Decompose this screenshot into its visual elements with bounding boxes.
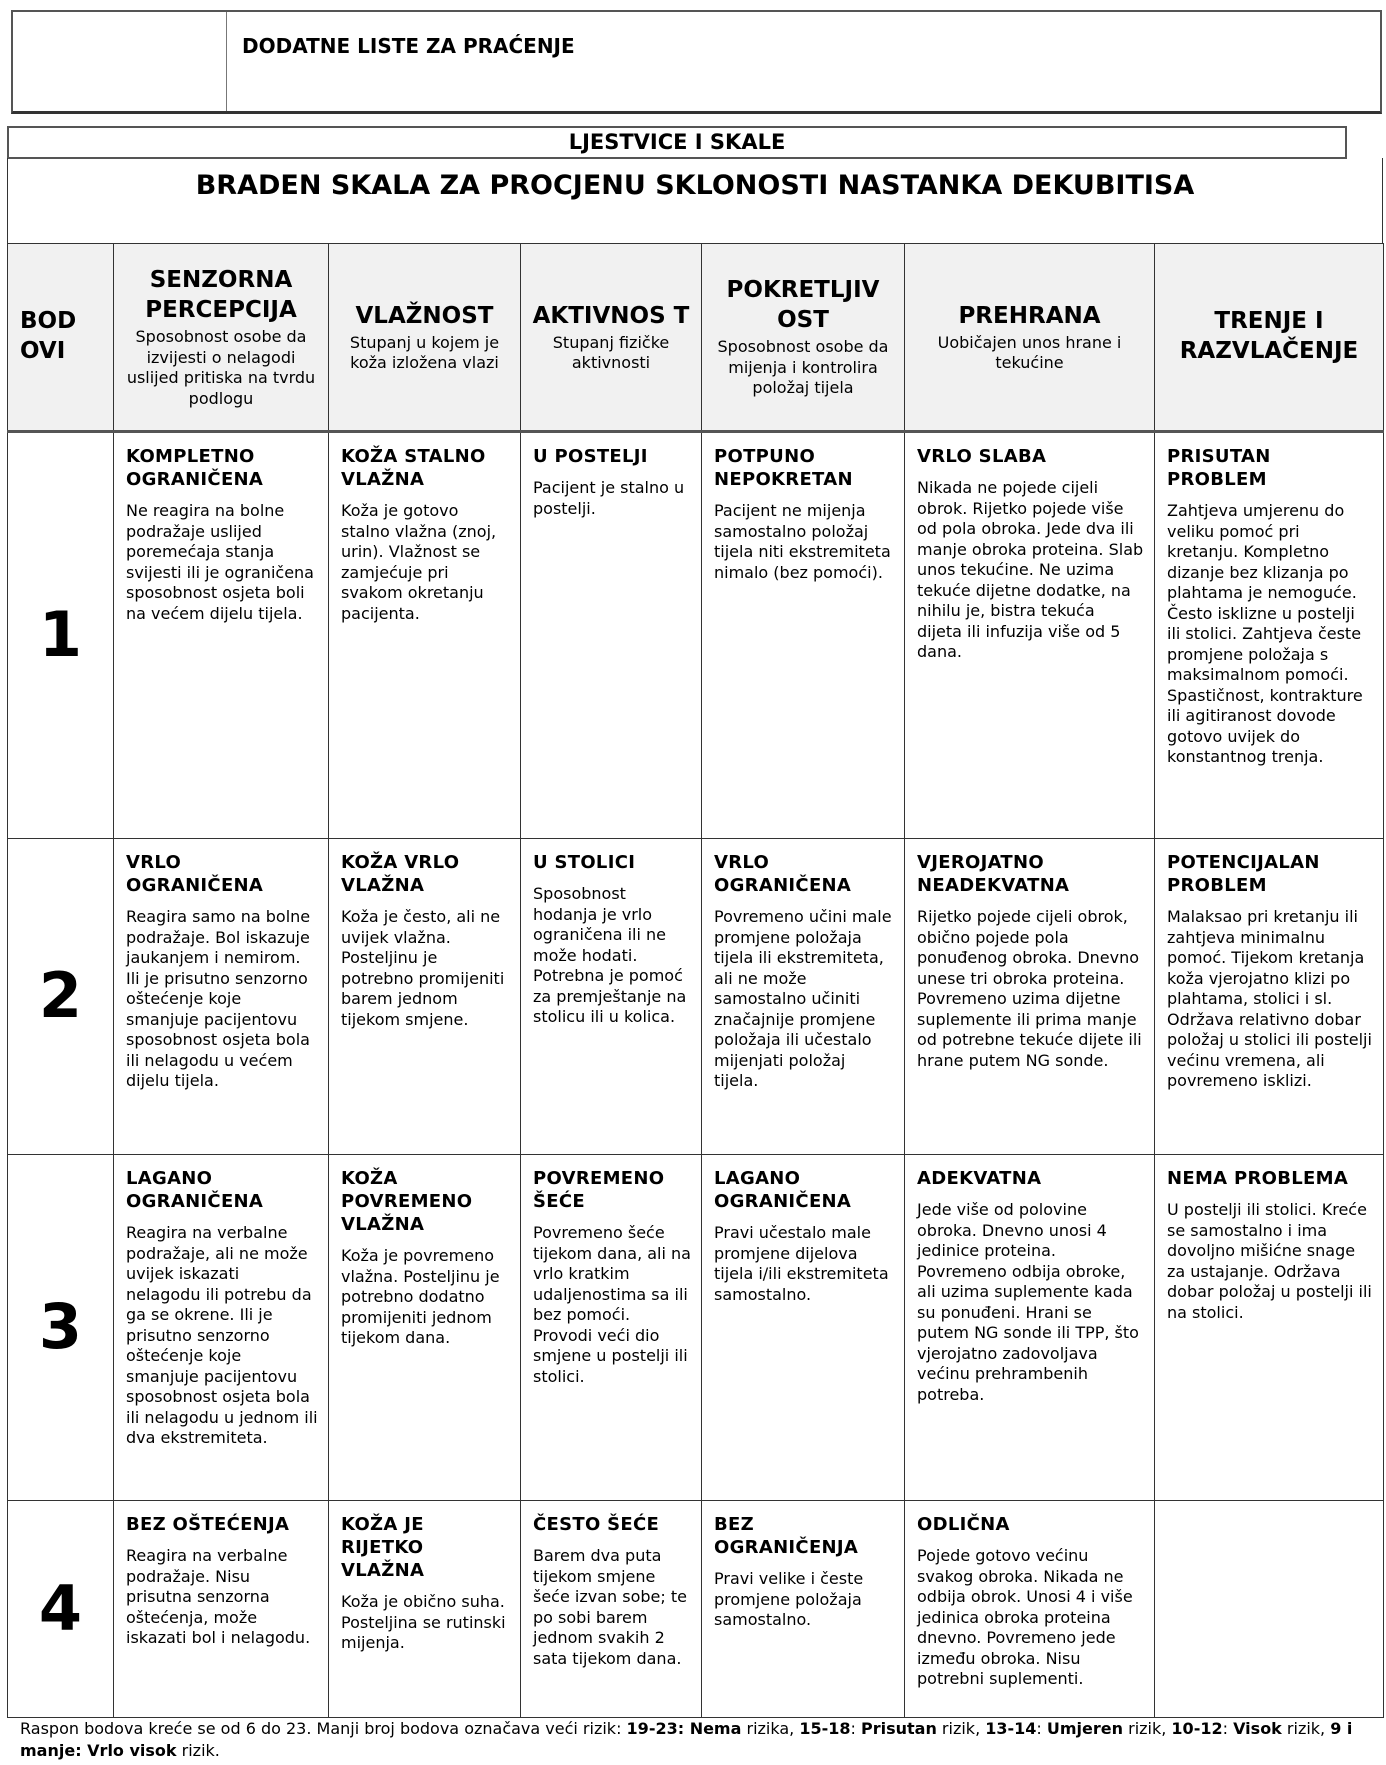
criteria-description: Zahtjeva umjerenu do veliku pomoć pri kretanju. Kompletno dizanje bez klizanja po plahtama je nemoguće. Često isklizne u postelji ili stolici. Zahtjeva česte promjene položaja s maksimalnom pomoći. Spastičnost, kontrakture ili agitiranost dovode gotovo uvijek do konstantnog trenja.	[1167, 501, 1363, 766]
legend-text: :	[1036, 1719, 1047, 1738]
column-header	[329, 244, 521, 432]
column-header	[905, 244, 1155, 432]
criteria-description: Sposobnost hodanja je vrlo ograničena ili ne može hodati. Potrebna je pomoć za premještanje na stolicu ili u kolica.	[533, 884, 687, 1026]
criteria-title: KOMPLETNO OGRANIČENA	[126, 446, 264, 490]
document-header	[11, 10, 1382, 114]
table-header-row	[8, 244, 1384, 432]
legend-level: Visok	[1233, 1719, 1282, 1738]
criteria-title: VRLO OGRANIČENA	[126, 852, 264, 896]
criteria-cell	[329, 1501, 521, 1718]
criteria-title: POTENCIJALAN PROBLEM	[1167, 852, 1320, 896]
criteria-title: U STOLICI	[533, 852, 636, 873]
criteria-description: Jede više od polovine obroka. Dnevno unosi 4 jedinice proteina. Povremeno odbija obroke, ali uzima suplemente kada su ponuđeni. Hrani se putem NG sonde ili TPP, što vjerojatno zadovoljava većinu prehrambenih potreba.	[917, 1200, 1139, 1404]
criteria-cell	[1155, 839, 1384, 1155]
criteria-cell	[521, 1501, 702, 1718]
legend-text: rizik.	[176, 1741, 220, 1760]
legend-range: 13-14	[985, 1719, 1037, 1738]
table-row	[8, 1501, 1384, 1718]
legend-text: rizik,	[1123, 1719, 1172, 1738]
criteria-description: Pravi učestalo male promjene dijelova tijela i/ili ekstremiteta samostalno.	[714, 1223, 889, 1304]
criteria-cell	[329, 432, 521, 839]
column-description: Sposobnost osobe da izvijesti o nelagodi uslijed pritiska na tvrdu podlogu	[126, 327, 316, 408]
criteria-title: KOŽA JE RIJETKO VLAŽNA	[341, 1514, 425, 1581]
table-row	[8, 839, 1384, 1155]
criteria-cell	[702, 1155, 905, 1501]
legend-text: :	[850, 1719, 861, 1738]
criteria-title: POVREMENO ŠEĆE	[533, 1168, 665, 1212]
legend-text: rizik,	[1281, 1719, 1331, 1738]
scale-title: BRADEN SKALA ZA PROCJENU SKLONOSTI NASTANKA DEKUBITISA	[7, 158, 1383, 244]
column-title: POKRETLJIV OST	[726, 277, 880, 334]
criteria-cell	[1155, 1501, 1384, 1718]
criteria-description: U postelji ili stolici. Kreće se samostalno i ima dovoljno mišićne snage za ustajanje. Održava dobar položaj u postelji ili na stolici.	[1167, 1200, 1372, 1322]
criteria-cell	[905, 1501, 1155, 1718]
column-description: Sposobnost osobe da mijenja i kontrolira položaj tijela	[717, 337, 889, 398]
column-header	[521, 244, 702, 432]
legend-text: rizik,	[936, 1719, 986, 1738]
column-title: TRENJE I RAZVLAČENJE	[1179, 308, 1359, 364]
criteria-cell	[114, 432, 329, 839]
score-value: 4	[8, 1501, 114, 1718]
criteria-cell	[1155, 432, 1384, 839]
criteria-cell	[114, 1155, 329, 1501]
criteria-title: LAGANO OGRANIČENA	[714, 1168, 852, 1212]
criteria-title: KOŽA VRLO VLAŽNA	[341, 852, 460, 896]
column-title: BOD OVI	[20, 308, 77, 364]
score-value: 3	[8, 1155, 114, 1501]
legend-level: Prisutan	[860, 1719, 937, 1738]
criteria-description: Pacijent je stalno u postelji.	[533, 478, 685, 518]
column-description: Stupanj u kojem je koža izložena vlazi	[349, 332, 500, 372]
legend-range: 15-18	[799, 1719, 851, 1738]
criteria-description: Rijetko pojede cijeli obrok, obično pojede pola ponuđenog obroka. Dnevno unese tri obroka proteina. Povremeno uzima dijetne suplemente ili prima manje od potrebne tekuće dijete ili hrane putem NG sonde.	[917, 907, 1142, 1070]
criteria-cell	[905, 839, 1155, 1155]
logo-cell	[13, 12, 227, 111]
criteria-title: VRLO SLABA	[917, 446, 1047, 467]
column-description: Stupanj fizičke aktivnosti	[552, 332, 670, 372]
criteria-description: Koža je često, ali ne uvijek vlažna. Posteljinu je potrebno promijeniti barem jednom tijekom smjene.	[341, 907, 505, 1029]
criteria-cell	[1155, 1155, 1384, 1501]
column-header	[114, 244, 329, 432]
criteria-cell	[114, 1501, 329, 1718]
header-title: DODATNE LISTE ZA PRAĆENJE	[242, 34, 575, 58]
legend-range: 9 i manje: Vrlo visok	[20, 1719, 1353, 1760]
criteria-description: Koža je obično suha. Posteljina se rutinski mijenja.	[341, 1592, 506, 1652]
criteria-cell	[521, 1155, 702, 1501]
criteria-title: U POSTELJI	[533, 446, 648, 467]
legend-level: Umjeren	[1046, 1719, 1124, 1738]
criteria-cell	[521, 839, 702, 1155]
criteria-description: Ne reagira na bolne podražaje uslijed poremećaja stanja svijesti ili je ograničena sposobnost osjeta boli na većem dijelu tijela.	[126, 501, 314, 623]
criteria-cell	[114, 839, 329, 1155]
criteria-description: Povremeno šeće tijekom dana, ali na vrlo kratkim udaljenostima sa ili bez pomoći. Provodi veći dio smjene u postelji ili stolici.	[533, 1223, 691, 1386]
criteria-description: Pravi velike i česte promjene položaja samostalno.	[714, 1569, 864, 1629]
criteria-cell	[702, 839, 905, 1155]
legend-intro: Raspon bodova kreće se od 6 do 23. Manji broj bodova označava veći rizik:	[20, 1719, 627, 1738]
criteria-description: Malaksao pri kretanju ili zahtjeva minimalnu pomoć. Tijekom kretanja koža vjerojatno klizi po plahtama, stolici i sl. Održava relativno dobar položaj u stolici ili postelji većinu vremena, ali povremeno isklizi.	[1167, 907, 1372, 1090]
column-header	[1155, 244, 1384, 432]
column-title: PREHRANA	[958, 302, 1101, 329]
column-title: AKTIVNOS T	[532, 302, 690, 329]
criteria-title: POTPUNO NEPOKRETAN	[714, 446, 853, 490]
criteria-description: Pacijent ne mijenja samostalno položaj tijela niti ekstremiteta nimalo (bez pomoći).	[714, 501, 891, 582]
score-value: 1	[8, 432, 114, 839]
criteria-title: VRLO OGRANIČENA	[714, 852, 852, 896]
column-header	[702, 244, 905, 432]
criteria-title: VJEROJATNO NEADEKVATNA	[917, 852, 1070, 896]
criteria-title: PRISUTAN PROBLEM	[1167, 446, 1271, 490]
criteria-description: Barem dva puta tijekom smjene šeće izvan sobe; te po sobi barem jednom svakih 2 sata tijekom dana.	[533, 1546, 687, 1668]
criteria-cell	[521, 432, 702, 839]
criteria-title: ODLIČNA	[917, 1514, 1010, 1535]
legend-text: rizika,	[741, 1719, 800, 1738]
criteria-description: Povremeno učini male promjene položaja tijela ili ekstremiteta, ali ne može samostalno učiniti značajnije promjene položaja ili učestalo mijenjati položaj tijela.	[714, 907, 892, 1090]
criteria-cell	[702, 432, 905, 839]
legend-range: 10-12	[1171, 1719, 1223, 1738]
criteria-cell	[905, 432, 1155, 839]
section-title: LJESTVICE I SKALE	[7, 126, 1347, 159]
column-header	[8, 244, 114, 432]
criteria-title: BEZ OGRANIČENJA	[714, 1514, 859, 1558]
criteria-description: Reagira na verbalne podražaje, ali ne može uvijek iskazati nelagodu ili potrebu da ga se okrene. Ili je prisutno senzorno oštećenje koje smanjuje pacijentovu sposobnost osjeta bola ili nelagodu u jednom ili dva ekstremiteta.	[126, 1223, 318, 1447]
criteria-cell	[702, 1501, 905, 1718]
legend-text: :	[1222, 1719, 1234, 1738]
criteria-title: KOŽA STALNO VLAŽNA	[341, 446, 486, 490]
column-title: VLAŽNOST	[355, 302, 494, 329]
criteria-description: Pojede gotovo većinu svakog obroka. Nikada ne odbija obrok. Unosi 4 i više jedinica obroka proteina dnevno. Povremeno jede između obroka. Nisu potrebni suplementi.	[917, 1546, 1133, 1688]
criteria-title: NEMA PROBLEMA	[1167, 1168, 1349, 1189]
criteria-description: Nikada ne pojede cijeli obrok. Rijetko pojede više od pola obroka. Jede dva ili manje obroka proteina. Slab unos tekućine. Ne uzima tekuće dijetne dodatke, na nihilu je, bistra tekuća dijeta ili infuzija više od 5 dana.	[917, 478, 1144, 661]
criteria-title: KOŽA POVREMENO VLAŽNA	[341, 1168, 473, 1235]
criteria-description: Reagira samo na bolne podražaje. Bol iskazuje jaukanjem i nemirom. Ili je prisutno senzorno oštećenje koje smanjuje pacijentovu sposobnost osjeta bola ili nelagodu u većem dijelu tijela.	[126, 907, 311, 1090]
criteria-cell	[329, 839, 521, 1155]
criteria-title: ČESTO ŠEĆE	[533, 1514, 660, 1535]
column-description: Uobičajen unos hrane i tekućine	[937, 332, 1122, 372]
legend-range: 19-23: Nema	[626, 1719, 742, 1738]
criteria-title: LAGANO OGRANIČENA	[126, 1168, 264, 1212]
criteria-title: ADEKVATNA	[917, 1168, 1042, 1189]
table-row	[8, 432, 1384, 839]
criteria-cell	[329, 1155, 521, 1501]
criteria-cell	[905, 1155, 1155, 1501]
table-row	[8, 1155, 1384, 1501]
score-value: 2	[8, 839, 114, 1155]
score-legend	[20, 1718, 1370, 1762]
criteria-description: Koža je gotovo stalno vlažna (znoj, urin). Vlažnost se zamjećuje pri svakom okretanju pacijenta.	[341, 501, 497, 623]
column-title: SENZORNA PERCEPCIJA	[145, 267, 297, 323]
criteria-description: Reagira na verbalne podražaje. Nisu prisutna senzorna oštećenja, može iskazati bol i nelagodu.	[126, 1546, 311, 1647]
braden-scale-table	[7, 243, 1384, 1718]
criteria-description: Koža je povremeno vlažna. Posteljinu je potrebno dodatno promijeniti jednom tijekom dana.	[341, 1246, 500, 1347]
criteria-title: BEZ OŠTEĆENJA	[126, 1514, 290, 1535]
